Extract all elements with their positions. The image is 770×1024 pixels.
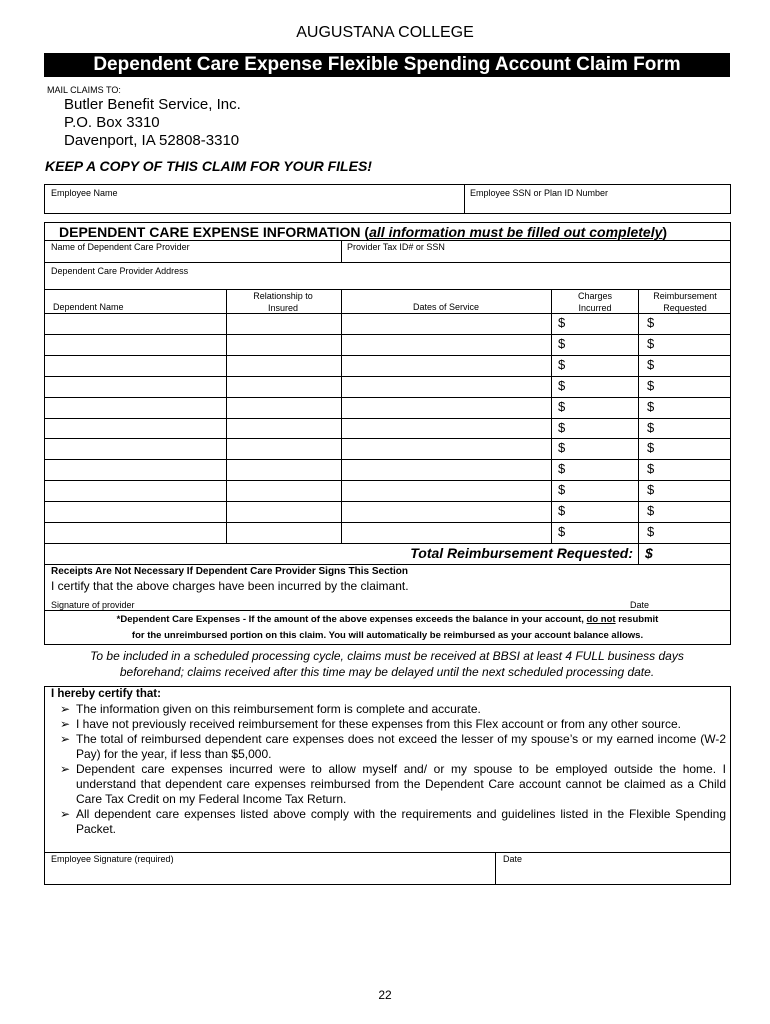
mail-claims-label: MAIL CLAIMS TO:	[47, 85, 121, 95]
provider-signature-field[interactable]: Signature of provider	[51, 600, 135, 610]
mail-address-line-3: Davenport, IA 52808-3310	[64, 132, 240, 149]
charges-incurred-cell[interactable]: $	[558, 503, 566, 519]
keep-copy-notice: KEEP A COPY OF THIS CLAIM FOR YOUR FILES!	[45, 158, 372, 174]
col-relationship: Relationship to Insured	[253, 291, 313, 313]
provider-tax-id-field[interactable]: Provider Tax ID# or SSN	[347, 242, 445, 252]
employee-ssn-field[interactable]: Employee SSN or Plan ID Number	[470, 188, 609, 198]
total-reimbursement-field[interactable]: $	[645, 545, 653, 561]
certification-item: ➢ The total of reimbursed dependent care expenses does not exceed the lesser of my spouse’s or my earned income (W-2 Pay) for the year, if less than $5,000.	[60, 732, 726, 761]
certification-item: ➢ Dependent care expenses incurred were to allow myself and/ or my spouse to be employed outside the home. I understand that dependent care expenses reimbursed from the Dependent Care account cannot be claimed as a Child Care Tax Credit on my Federal Income Tax Return.	[60, 762, 726, 806]
reimbursement-requested-cell[interactable]: $	[647, 503, 655, 519]
col-reimbursement-requested: Reimbursement Requested	[653, 291, 717, 313]
reimbursement-requested-cell[interactable]: $	[647, 419, 655, 435]
expense-section-title: DEPENDENT CARE EXPENSE INFORMATION (all information must be filled out completely)	[59, 224, 668, 240]
table-row[interactable]	[45, 355, 730, 376]
col-dates-of-service: Dates of Service	[412, 302, 480, 312]
mail-address-line-1: Butler Benefit Service, Inc.	[64, 96, 241, 113]
processing-note: To be included in a scheduled processing cycle, claims must be received at BBSI at least 4 FULL business days beforehand; claims received after this time may be delayed until the next scheduled processing date.	[90, 649, 684, 679]
employee-name-field[interactable]: Employee Name	[51, 188, 118, 198]
college-name: AUGUSTANA COLLEGE	[296, 24, 474, 41]
col-dependent-name: Dependent Name	[53, 302, 124, 312]
charges-incurred-cell[interactable]: $	[558, 356, 566, 372]
page-number: 22	[378, 988, 392, 1002]
charges-incurred-cell[interactable]: $	[558, 440, 566, 456]
receipts-note: Receipts Are Not Necessary If Dependent Care Provider Signs This Section	[51, 566, 408, 577]
reimbursement-requested-cell[interactable]: $	[647, 524, 655, 539]
arrow-bullet-icon: ➢	[60, 732, 71, 746]
reimbursement-requested-cell[interactable]: $	[647, 356, 655, 372]
charges-incurred-cell[interactable]: $	[558, 419, 566, 435]
reimbursement-requested-cell[interactable]: $	[647, 335, 655, 351]
reimbursement-requested-cell[interactable]: $	[647, 482, 655, 498]
provider-date-field[interactable]: Date	[630, 600, 650, 610]
charges-incurred-cell[interactable]: $	[558, 377, 566, 393]
certification-item: ➢ The information given on this reimbursement form is complete and accurate.	[60, 702, 481, 716]
table-row[interactable]	[45, 313, 730, 334]
mail-address-line-2: P.O. Box 3310	[64, 114, 160, 131]
employee-info-box	[44, 184, 731, 214]
table-row[interactable]	[45, 376, 730, 397]
reimbursement-requested-cell[interactable]: $	[647, 440, 655, 456]
reimbursement-requested-cell[interactable]: $	[647, 398, 655, 414]
table-row[interactable]	[45, 501, 730, 522]
table-row[interactable]	[45, 397, 730, 418]
arrow-bullet-icon: ➢	[60, 702, 71, 716]
table-row[interactable]	[45, 334, 730, 355]
charges-incurred-cell[interactable]: $	[558, 482, 566, 498]
employee-signature-field[interactable]: Employee Signature (required)	[51, 854, 174, 864]
certification-item: ➢ I have not previously received reimbursement for these expenses from this Flex account or from any other source.	[60, 717, 681, 731]
charges-incurred-cell[interactable]: $	[558, 335, 566, 351]
arrow-bullet-icon: ➢	[60, 762, 71, 776]
table-row[interactable]	[45, 418, 730, 439]
table-row[interactable]	[45, 480, 730, 501]
employee-date-field[interactable]: Date	[503, 854, 523, 864]
reimbursement-requested-cell[interactable]: $	[647, 377, 655, 393]
table-row[interactable]	[45, 438, 730, 459]
certification-list	[60, 702, 726, 837]
form-title: Dependent Care Expense Flexible Spending Account Claim Form	[44, 53, 730, 77]
col-charges-incurred: Charges Incurred	[577, 291, 613, 313]
provider-certify-text: I certify that the above charges have been incurred by the claimant.	[51, 579, 409, 593]
expense-info-section	[44, 222, 731, 645]
arrow-bullet-icon: ➢	[60, 717, 71, 731]
charges-incurred-cell[interactable]: $	[558, 524, 566, 539]
charges-incurred-cell[interactable]: $	[558, 398, 566, 414]
charges-incurred-cell[interactable]: $	[558, 315, 566, 330]
expense-balance-note: *Dependent Care Expenses - If the amount of the above expenses exceeds the balance in your account, do not resubmit for the unreimbursed portion on this claim. You will automatically be reimbursed as your account balance allows.	[116, 614, 659, 641]
reimbursement-requested-cell[interactable]: $	[647, 461, 655, 477]
provider-name-field[interactable]: Name of Dependent Care Provider	[51, 242, 190, 252]
charges-incurred-cell[interactable]: $	[558, 461, 566, 477]
certification-item: ➢ All dependent care expenses listed above comply with the requirements and guidelines listed in the Flexible Spending Packet.	[60, 807, 726, 836]
reimbursement-requested-cell[interactable]: $	[647, 315, 655, 330]
table-row[interactable]	[45, 459, 730, 480]
arrow-bullet-icon: ➢	[60, 807, 71, 821]
provider-address-field[interactable]: Dependent Care Provider Address	[51, 266, 189, 276]
total-reimbursement-label: Total Reimbursement Requested:	[410, 545, 633, 561]
certify-heading: I hereby certify that:	[51, 688, 161, 700]
table-row[interactable]	[45, 522, 730, 543]
